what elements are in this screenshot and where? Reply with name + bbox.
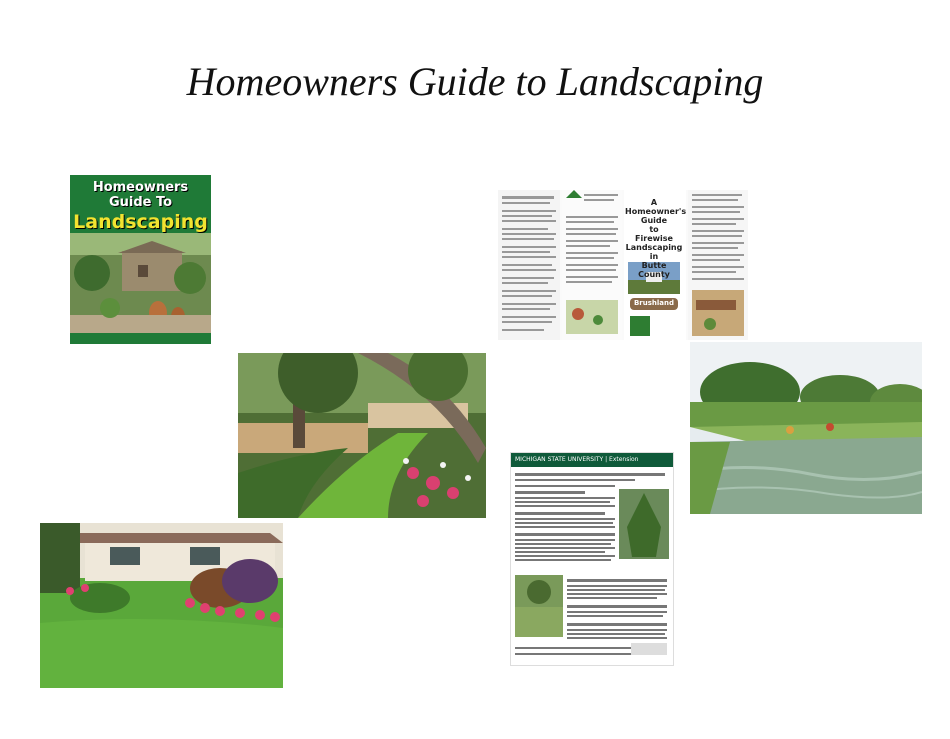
msu-extension-document xyxy=(510,452,674,666)
brochure-title xyxy=(625,198,687,279)
landscaping-book-cover xyxy=(70,175,211,344)
brochure-title-line5: in xyxy=(649,252,659,261)
garden-path-photo xyxy=(238,353,486,518)
brochure-pages xyxy=(498,190,748,340)
page-title: Homeowners Guide to Landscaping xyxy=(186,59,764,104)
brochure-title-line3: to xyxy=(649,225,659,234)
extension-header: MICHIGAN STATE UNIVERSITY | Extension xyxy=(511,453,673,467)
brochure-title-line1: A xyxy=(650,198,658,207)
house-front-photo xyxy=(40,523,283,688)
brochure-title-line2: Homeowner's Guide xyxy=(625,207,687,225)
cover-title-line2: Landscaping xyxy=(73,211,208,233)
lake-photo xyxy=(690,342,922,514)
extension-doc-body xyxy=(511,467,673,665)
brochure-title-line4: Firewise Landscaping xyxy=(625,234,683,252)
brochure-tag: Brushland xyxy=(633,299,675,307)
brochure-title-line6: Butte County xyxy=(638,261,670,279)
firewise-brochure xyxy=(498,190,748,340)
cover-garden-image xyxy=(70,233,211,344)
cover-title-line1: Homeowners Guide To xyxy=(92,180,189,210)
